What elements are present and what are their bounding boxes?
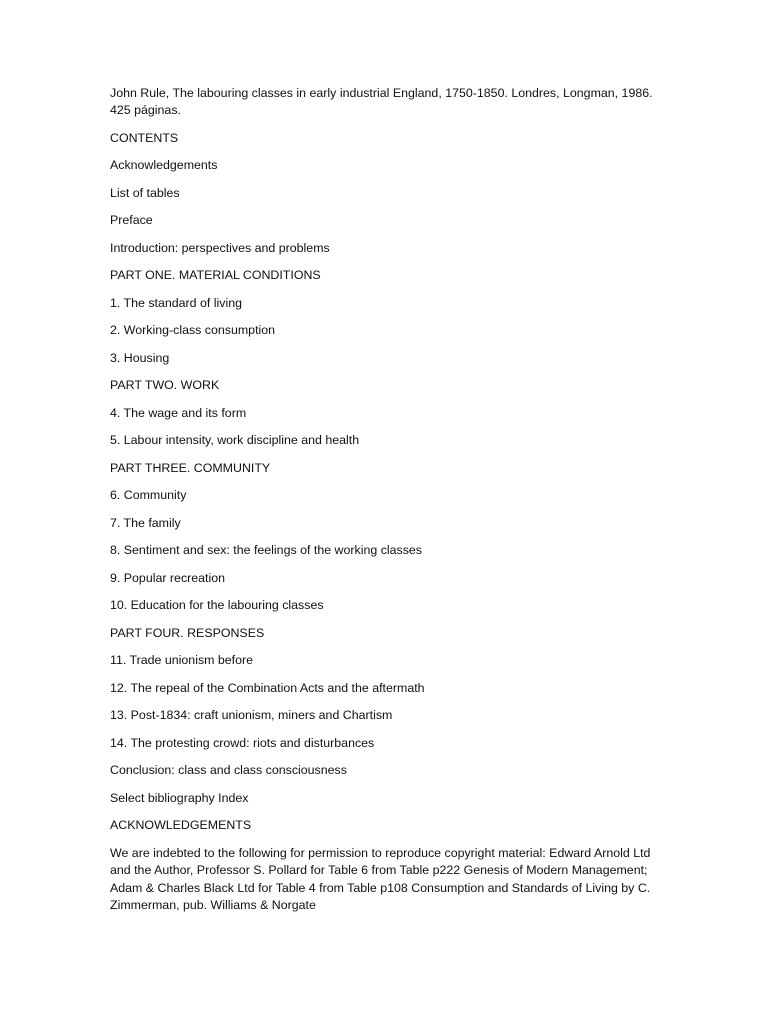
contents-entry: Acknowledgements <box>110 158 218 172</box>
chapter-entry: 2. Working-class consumption <box>110 323 276 337</box>
acknowledgements-text: We are indebted to the following for permission to reproduce copyright material: Edward Arnold Ltd and the Author, Professor S. Pollard for Table 6 from Table p222 Genesis of Modern Management; Adam & Charles Black Ltd for Table 4 from Table p108 Consumption and Standards of Living by C. Zimmerman, pub. Williams & Norgate <box>110 845 651 912</box>
part-heading: PART TWO. WORK <box>110 378 220 392</box>
chapter-entry: 14. The protesting crowd: riots and disturbances <box>110 735 375 750</box>
document-page <box>110 85 670 915</box>
contents-entry: Select bibliography Index <box>110 790 249 805</box>
chapter-entry: 4. The wage and its form <box>110 405 247 420</box>
chapter-entry: 12. The repeal of the Combination Acts and the aftermath <box>110 680 425 695</box>
chapter-entry: 11. Trade unionism before <box>110 653 254 667</box>
part-heading: PART THREE. COMMUNITY <box>110 460 271 475</box>
chapter-entry: 10. Education for the labouring classes <box>110 598 324 612</box>
chapter-entry: 8. Sentiment and sex: the feelings of the working classes <box>110 543 423 557</box>
citation: John Rule, The labouring classes in early industrial England, 1750-1850. Londres, Longman, 1986. 425 páginas. <box>110 86 653 117</box>
acknowledgements-heading: ACKNOWLEDGEMENTS <box>110 818 252 832</box>
chapter-entry: 5. Labour intensity, work discipline and health <box>110 433 360 447</box>
contents-entry: Introduction: perspectives and problems <box>110 240 330 255</box>
contents-entry: List of tables <box>110 185 180 200</box>
contents-heading: CONTENTS <box>110 130 179 145</box>
chapter-entry: 7. The family <box>110 515 181 530</box>
chapter-entry: 3. Housing <box>110 350 170 365</box>
chapter-entry: 9. Popular recreation <box>110 570 226 585</box>
part-heading: PART ONE. MATERIAL CONDITIONS <box>110 268 321 282</box>
chapter-entry: 6. Community <box>110 488 187 502</box>
chapter-entry: 13. Post-1834: craft unionism, miners and Chartism <box>110 708 393 722</box>
contents-entry: Conclusion: class and class consciousness <box>110 763 347 777</box>
part-heading: PART FOUR. RESPONSES <box>110 625 265 640</box>
chapter-entry: 1. The standard of living <box>110 295 243 310</box>
contents-entry: Preface <box>110 213 153 227</box>
